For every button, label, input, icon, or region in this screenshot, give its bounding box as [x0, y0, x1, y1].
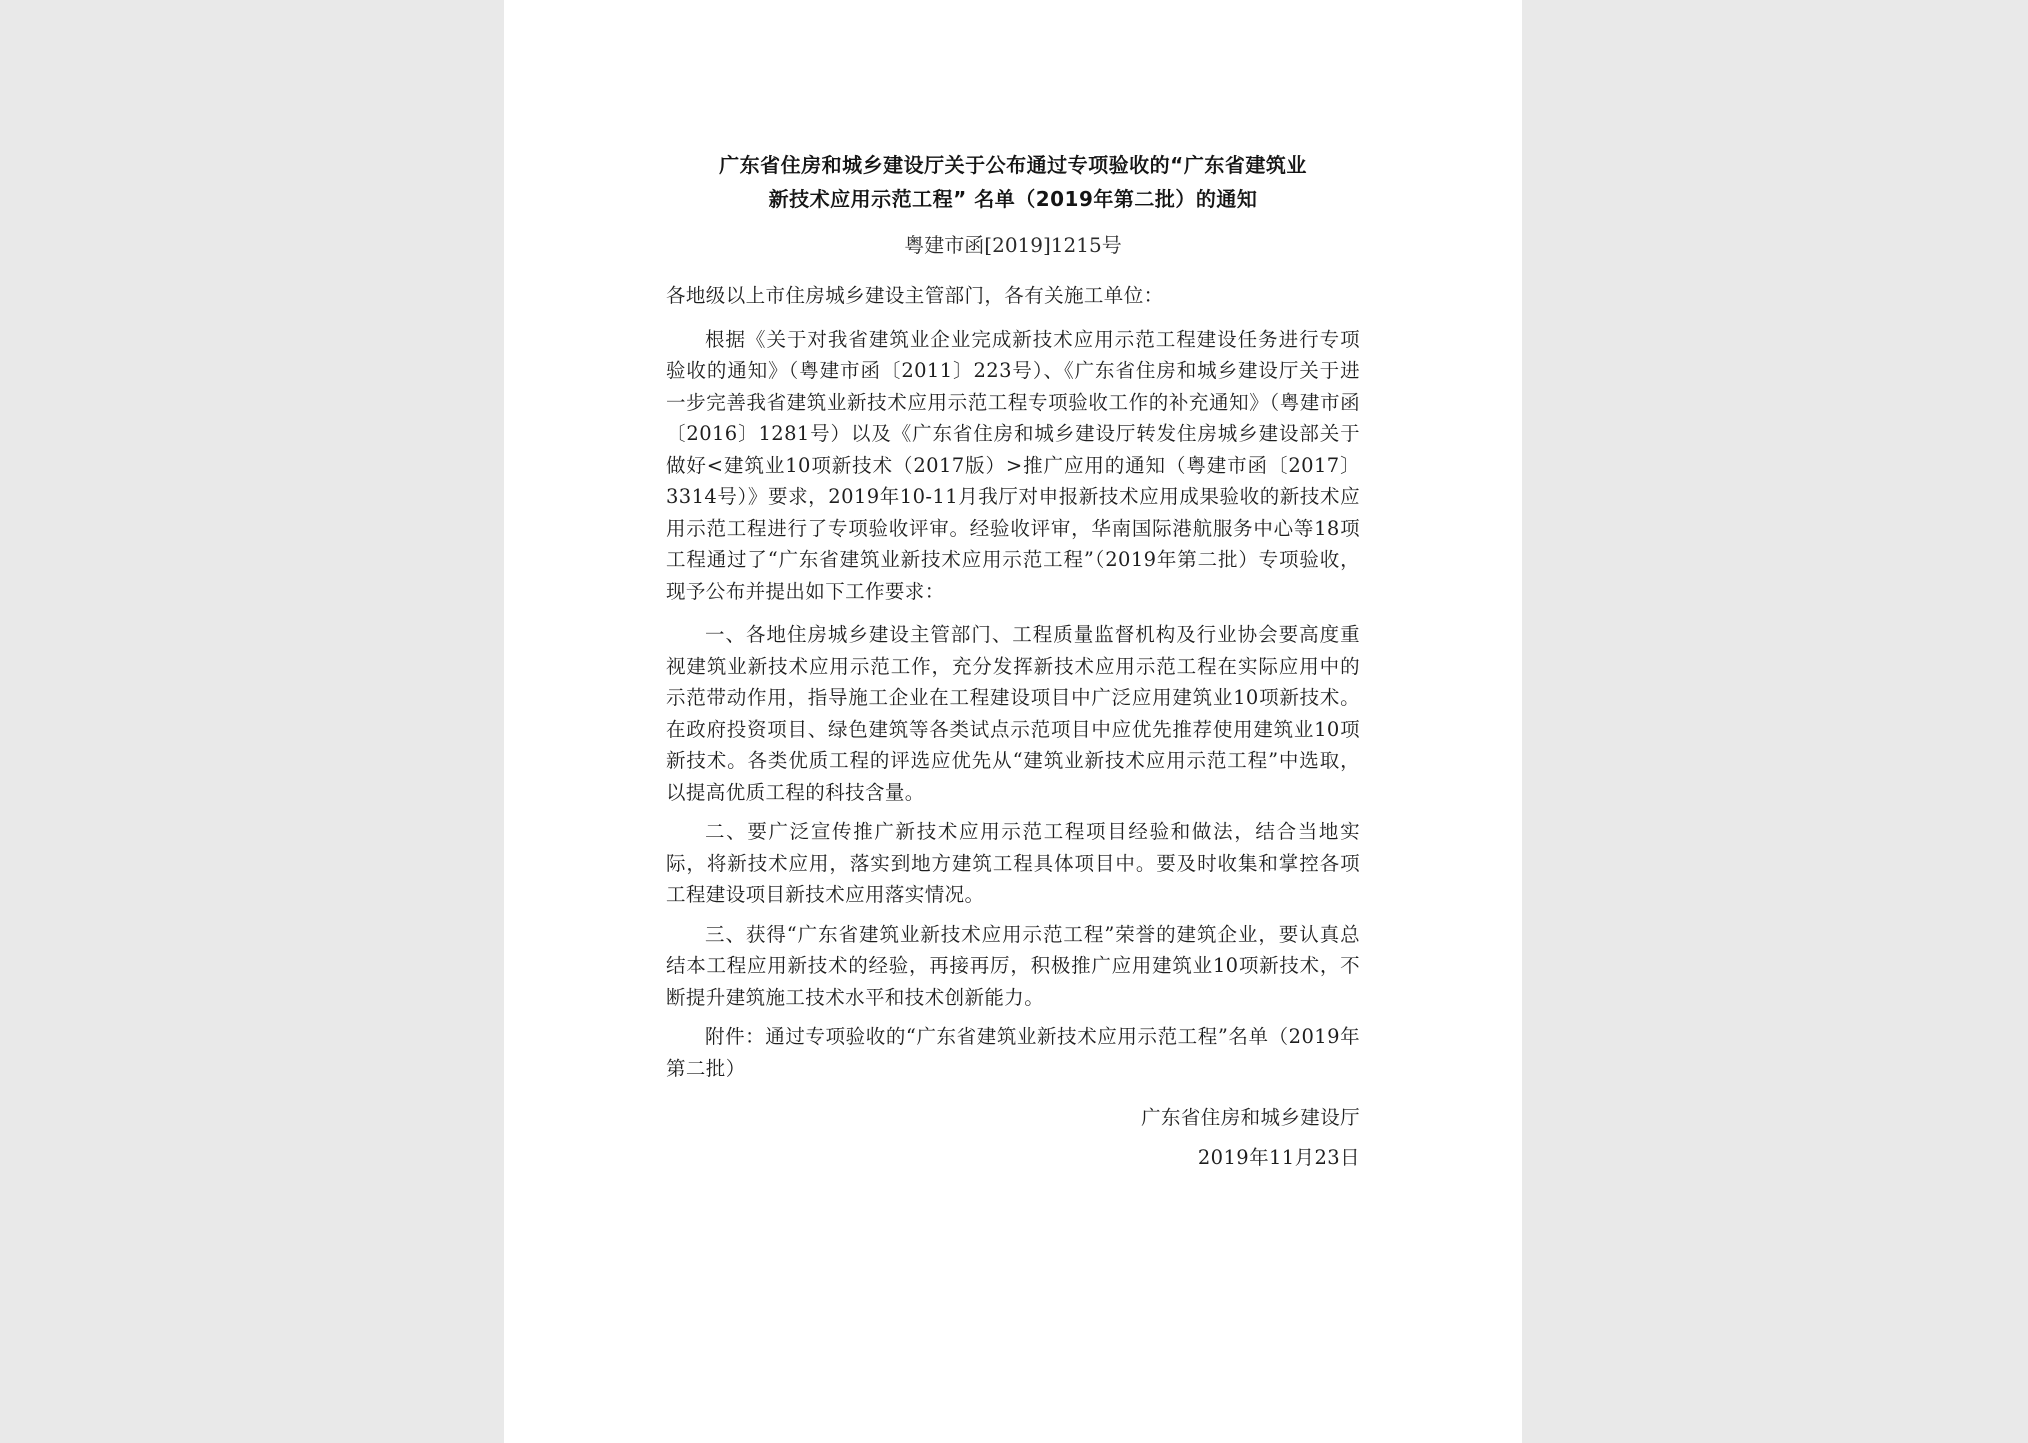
- paragraph-intro: 根据《关于对我省建筑业企业完成新技术应用示范工程建设任务进行专项验收的通知》（粤建市函〔2011〕223号）、《广东省住房和城乡建设厅关于进一步完善我省建筑业新技术应用示范工程专项验收工作的补充通知》（粤建市函〔2016〕1281号）以及《广东省住房和城乡建设厅转发住房城乡建设部关于做好<建筑业10项新技术（2017版）>推广应用的通知（粤建市函〔2017〕3314号）》要求，2019年10-11月我厅对申报新技术应用成果验收的新技术应用示范工程进行了专项验收评审。经验收评审，华南国际港航服务中心等18项工程通过了“广东省建筑业新技术应用示范工程”（2019年第二批）专项验收，现予公布并提出如下工作要求：: [666, 327, 1360, 603]
- attachment-note: 附件：通过专项验收的“广东省建筑业新技术应用示范工程”名单（2019年第二批）: [666, 1025, 1360, 1080]
- document-title: [666, 148, 1360, 216]
- signature-block: [666, 1098, 1360, 1178]
- document-number: 粤建市函[2019]1215号: [904, 233, 1122, 257]
- title-line-1: 广东省住房和城乡建设厅关于公布通过专项验收的“广东省建筑业: [719, 153, 1307, 177]
- issuer-name: 广东省住房和城乡建设厅: [1141, 1106, 1360, 1129]
- salutation: 各地级以上市住房城乡建设主管部门，各有关施工单位：: [666, 284, 1164, 307]
- paragraph-item-2: 二、要广泛宣传推广新技术应用示范工程项目经验和做法，结合当地实际，将新技术应用，落实到地方建筑工程具体项目中。要及时收集和掌控各项工程建设项目新技术应用落实情况。: [666, 820, 1360, 906]
- issue-date: 2019年11月23日: [1197, 1146, 1360, 1169]
- paragraph-item-1: 一、各地住房城乡建设主管部门、工程质量监督机构及行业协会要高度重视建筑业新技术应用示范工作，充分发挥新技术应用示范工程在实际应用中的示范带动作用，指导施工企业在工程建设项目中广泛应用建筑业10项新技术。在政府投资项目、绿色建筑等各类试点示范项目中应优先推荐使用建筑业10项新技术。各类优质工程的评选应优先从“建筑业新技术应用示范工程”中选取，以提高优质工程的科技含量。: [666, 623, 1360, 804]
- document-page: [504, 0, 1522, 1443]
- title-line-2: 新技术应用示范工程” 名单（2019年第二批）的通知: [768, 187, 1258, 211]
- paragraph-item-3: 三、获得“广东省建筑业新技术应用示范工程”荣誉的建筑企业，要认真总结本工程应用新技术的经验，再接再厉，积极推广应用建筑业10项新技术，不断提升建筑施工技术水平和技术创新能力。: [666, 922, 1360, 1009]
